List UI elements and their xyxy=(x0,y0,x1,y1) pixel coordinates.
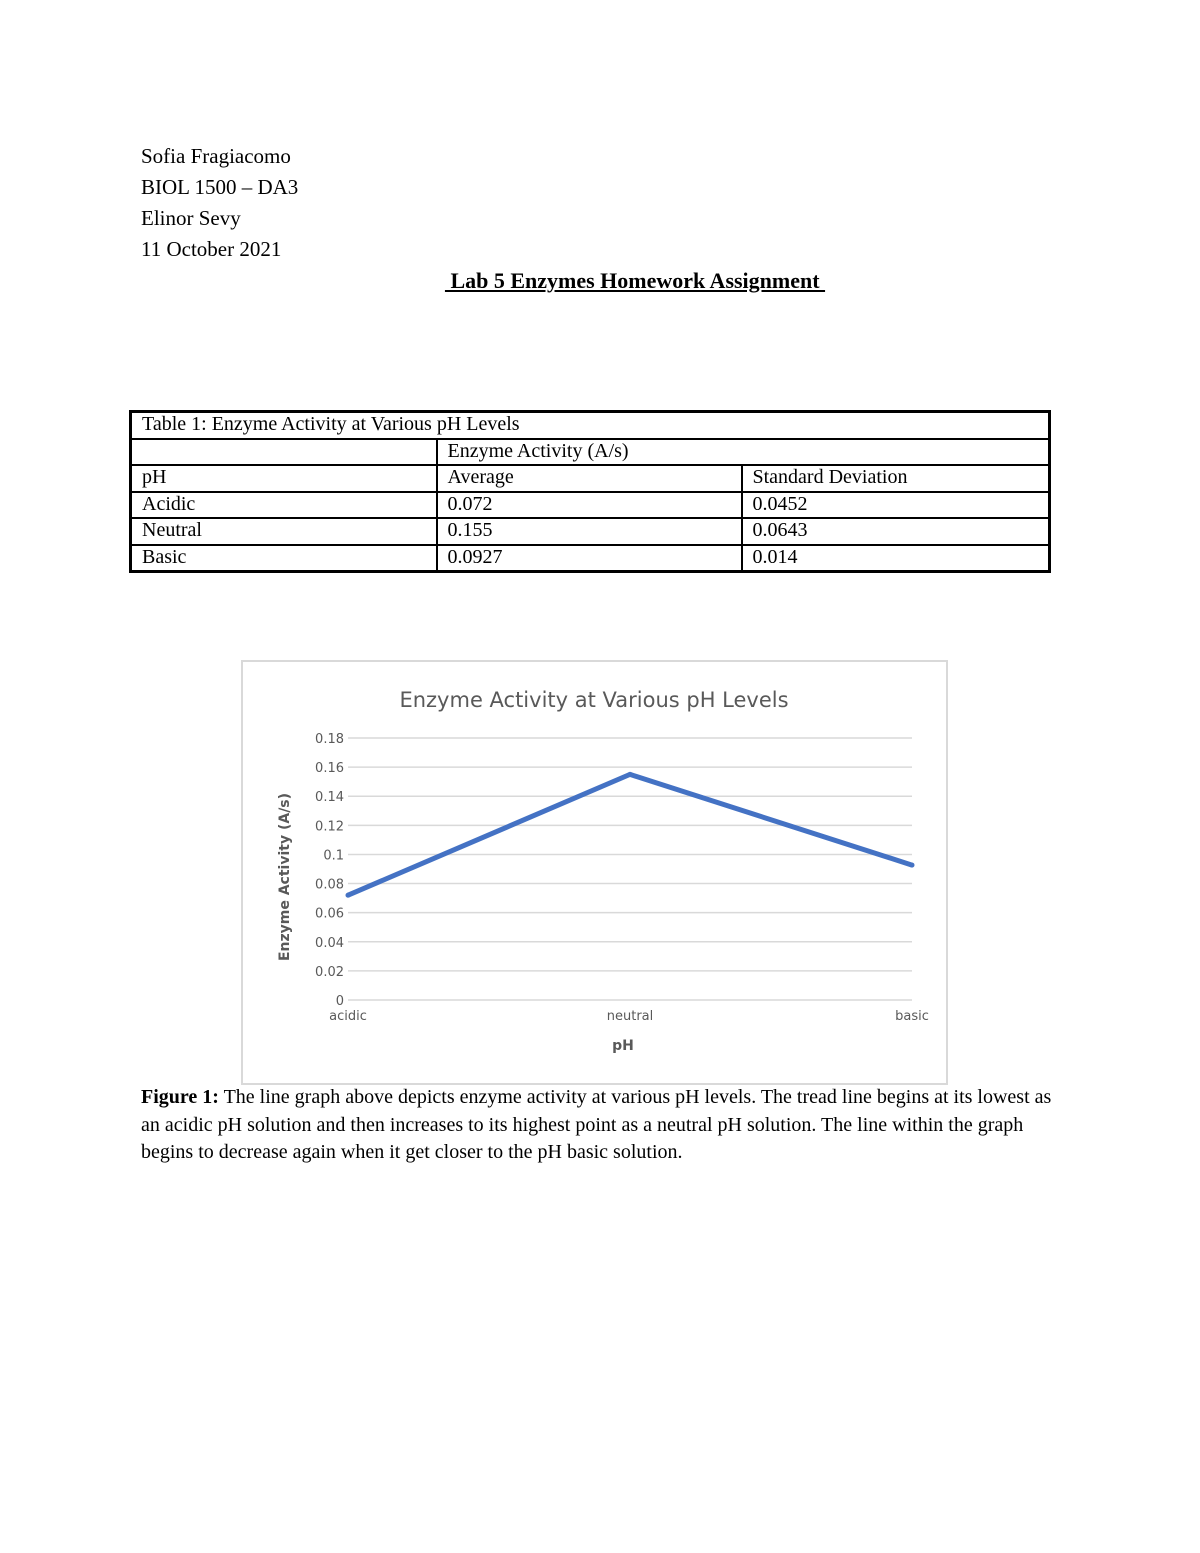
chart-gridlines xyxy=(348,738,912,1000)
chart-svg xyxy=(243,662,946,1083)
chart-y-tick-label: 0.12 xyxy=(315,819,344,835)
chart-y-tick-label: 0.06 xyxy=(315,906,344,922)
table-column-header: Standard Deviation xyxy=(742,465,1050,492)
table-cell: 0.014 xyxy=(742,545,1050,572)
chart-x-ticks xyxy=(329,1009,929,1024)
chart-x-axis-label: pH xyxy=(612,1038,634,1054)
table-cell: 0.072 xyxy=(437,492,742,519)
chart-x-tick-label: acidic xyxy=(329,1009,367,1024)
table-cell: 0.0452 xyxy=(742,492,1050,519)
figure-caption xyxy=(141,1084,1071,1167)
chart-y-tick-label: 0.02 xyxy=(315,964,344,980)
table-header-empty xyxy=(131,439,437,466)
course-code: BIOL 1500 – DA3 xyxy=(141,175,299,199)
chart-y-ticks xyxy=(315,732,344,1009)
enzyme-activity-table xyxy=(129,410,1051,573)
table-cell: Basic xyxy=(131,545,437,572)
chart-y-tick-label: 0.04 xyxy=(315,935,344,951)
chart-title: Enzyme Activity at Various pH Levels xyxy=(399,688,789,712)
table-column-header: Average xyxy=(437,465,742,492)
chart-y-tick-label: 0.16 xyxy=(315,761,344,777)
chart-data-point xyxy=(346,893,351,898)
document-date: 11 October 2021 xyxy=(141,237,282,261)
chart-y-tick-label: 0.08 xyxy=(315,877,344,893)
chart-x-tick-label: neutral xyxy=(606,1009,654,1024)
chart-data-point xyxy=(628,772,633,777)
figure-caption-text: The line graph above depicts enzyme activity at various pH levels. The tread line begins at its lowest as an acidic pH solution and then increases to its highest point as a neutral pH solution. The line within the graph begins to decrease again when it get closer to the pH basic solution. xyxy=(141,1086,1052,1163)
figure-caption-label: Figure 1: xyxy=(141,1086,219,1108)
chart-series-line xyxy=(348,774,912,895)
instructor-name: Elinor Sevy xyxy=(141,206,241,230)
author-name: Sofia Fragiacomo xyxy=(141,144,291,168)
table-caption: Table 1: Enzyme Activity at Various pH Levels xyxy=(131,412,1050,439)
table-cell: Neutral xyxy=(131,518,437,545)
chart-x-tick-label: basic xyxy=(895,1009,929,1024)
table-group-header: Enzyme Activity (A/s) xyxy=(437,439,1050,466)
chart-series xyxy=(346,772,915,898)
chart-y-tick-label: 0.1 xyxy=(323,848,344,864)
table-cell: 0.0927 xyxy=(437,545,742,572)
table-row xyxy=(131,518,1050,545)
chart-y-tick-label: 0.14 xyxy=(315,790,344,806)
chart-y-axis-label: Enzyme Activity (A/s) xyxy=(277,792,293,962)
document-title: Lab 5 Enzymes Homework Assignment xyxy=(444,268,826,293)
table-row xyxy=(131,545,1050,572)
chart-y-tick-label: 0.18 xyxy=(315,732,344,747)
line-chart xyxy=(241,660,948,1085)
chart-y-tick-label: 0 xyxy=(335,994,344,1009)
document-header xyxy=(141,141,298,265)
table-cell: Acidic xyxy=(131,492,437,519)
table-cell: 0.155 xyxy=(437,518,742,545)
table-column-header: pH xyxy=(131,465,437,492)
table-row xyxy=(131,492,1050,519)
table-cell: 0.0643 xyxy=(742,518,1050,545)
chart-data-point xyxy=(910,863,915,868)
